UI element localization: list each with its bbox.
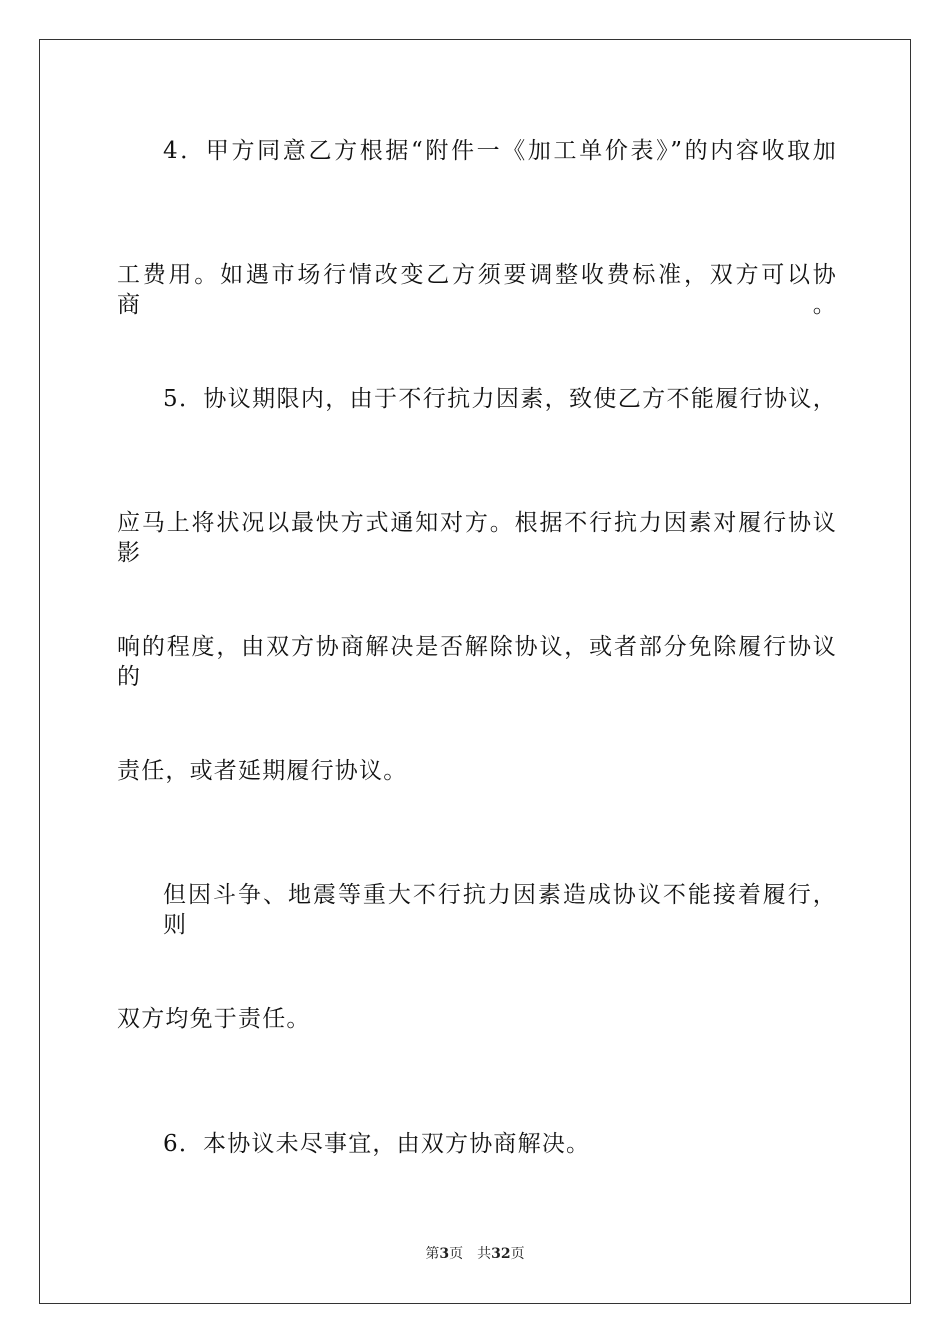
- paragraph-5b-line-1: 但因斗争、地震等重大不行抗力因素造成协议不能接着履行，则: [163, 882, 837, 938]
- footer-total-suffix: 页: [510, 1246, 525, 1262]
- page-footer: [0, 1245, 950, 1263]
- paragraph-5-line-3: 响的程度，由双方协商解决是否解除协议，或者部分免除履行协议的: [117, 634, 837, 690]
- paragraph-5-line-2: 应马上将状况以最快方式通知对方。根据不行抗力因素对履行协议影: [117, 510, 837, 566]
- footer-page-prefix: 第: [425, 1246, 440, 1262]
- paragraph-6-line-1: 6．本协议未尽事宜，由双方协商解决。: [163, 1131, 591, 1157]
- footer-total-pages: 32: [491, 1246, 511, 1262]
- paragraph-4-line-1: 4．甲方同意乙方根据“附件一《加工单价表》”的内容收取加: [163, 138, 837, 164]
- footer-page-suffix: 页: [449, 1246, 464, 1262]
- paragraph-4-line-2: 工费用。如遇市场行情改变乙方须要调整收费标准，双方可以协商。: [117, 262, 837, 318]
- footer-total-prefix: 共: [477, 1246, 492, 1262]
- paragraph-5-line-4: 责任，或者延期履行协议。: [117, 758, 408, 784]
- footer-page-number: 3: [439, 1246, 450, 1262]
- paragraph-5-line-1: 5．协议期限内，由于不行抗力因素，致使乙方不能履行协议，: [163, 386, 837, 412]
- paragraph-5b-line-2: 双方均免于责任。: [117, 1006, 311, 1032]
